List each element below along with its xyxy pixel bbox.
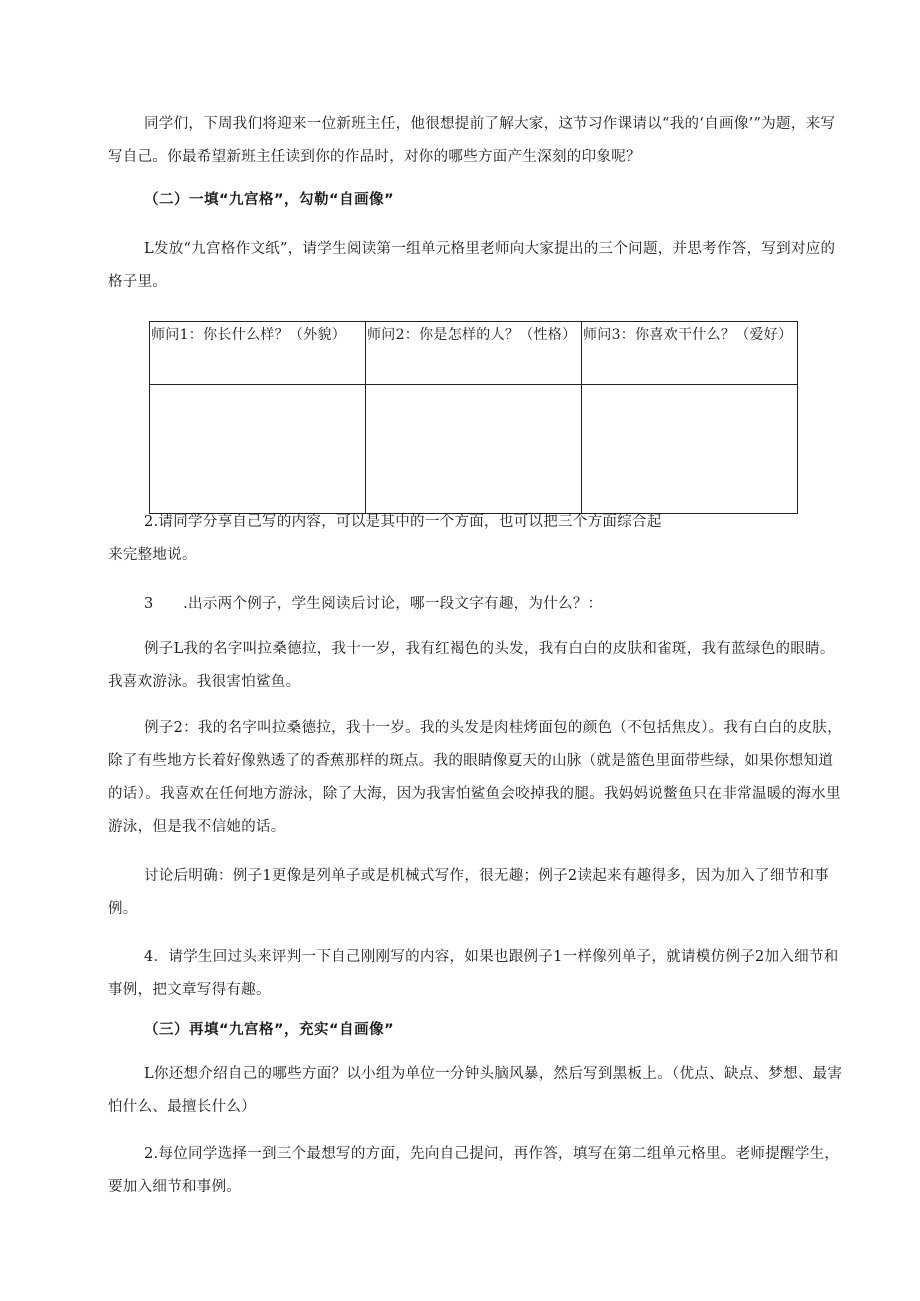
- table-cell-appearance[interactable]: [150, 385, 366, 514]
- table-cell-hobby[interactable]: [582, 385, 798, 514]
- section2-step2-line1: 2.请同学分享自己写的内容，可以是其中的一个方面，也可以把三个方面综合起: [144, 514, 662, 530]
- nine-grid-table: [149, 321, 798, 514]
- section2-step3: 3 .出示两个例子，学生阅读后讨论，哪一段文字有趣，为什么？：: [144, 596, 603, 612]
- example1-paragraph: 例子L我的名字叫拉桑德拉，我十一岁，我有红褐色的头发，我有白白的皮肤和雀斑，我有蓝绿色的眼睛。我喜欢游泳。我很害怕鲨鱼。: [108, 641, 835, 690]
- table-header-appearance: 师问1：你长什么样？（外貌）: [150, 322, 366, 385]
- section3-step2: 2.每位同学选择一到三个最想写的方面，先向自己提问，再作答，填写在第二组单元格里。老师提醒学生，要加入细节和事例。: [108, 1146, 840, 1195]
- table-header-row: [150, 322, 798, 385]
- section3-heading: （三）再填“九宫格”，充实“自画像”: [144, 1022, 395, 1038]
- discussion-paragraph: 讨论后明确：例子1更像是列单子或是机械式写作，很无趣；例子2读起来有趣得多，因为加入了细节和事例。: [108, 868, 830, 917]
- section3-step1: L你还想介绍自己的哪些方面？以小组为单位一分钟头脑风暴，然后写到黑板上。（优点、缺点、梦想、最害怕什么、最擅长什么）: [108, 1066, 843, 1115]
- section2-heading: （二）一填“九宫格”，勾勒“自画像”: [144, 192, 395, 208]
- section2-step1: L发放“九宫格作文纸”，请学生阅读第一组单元格里老师向大家提出的三个问题，并思考作答，写到对应的格子里。: [108, 241, 836, 290]
- table-answer-row: [150, 385, 798, 514]
- table-header-hobby: 师问3：你喜欢干什么？（爱好）: [582, 322, 798, 385]
- intro-paragraph: 同学们，下周我们将迎来一位新班主任，他很想提前了解大家，这节习作课请以“我的‘自画像’”为题，来写写自己。你最希望新班主任读到你的作品时，对你的哪些方面产生深刻的印象呢？: [108, 116, 836, 165]
- table-header-personality: 师问2：你是怎样的人？（性格）: [366, 322, 582, 385]
- section2-step4: 4．请学生回过头来评判一下自己刚刚写的内容，如果也跟例子1一样像列单子，就请模仿例子2加入细节和事例，把文章写得有趣。: [108, 949, 839, 998]
- table-cell-personality[interactable]: [366, 385, 582, 514]
- section2-step2-line2: 来完整地说。: [108, 547, 197, 563]
- example2-paragraph: 例子2：我的名字叫拉桑德拉，我十一岁。我的头发是肉桂烤面包的颜色（不包括焦皮）。我有白白的皮肤，除了有些地方长着好像熟透了的香蕉那样的斑点。我的眼睛像夏天的山脉（就是篮色里面带些绿，如果你想知道的话）。我喜欢在任何地方游泳，除了大海，因为我害怕鲨鱼会咬掉我的腿。我妈妈说鳖鱼只在非常温暖的海水里游泳，但是我不信她的话。: [108, 720, 842, 835]
